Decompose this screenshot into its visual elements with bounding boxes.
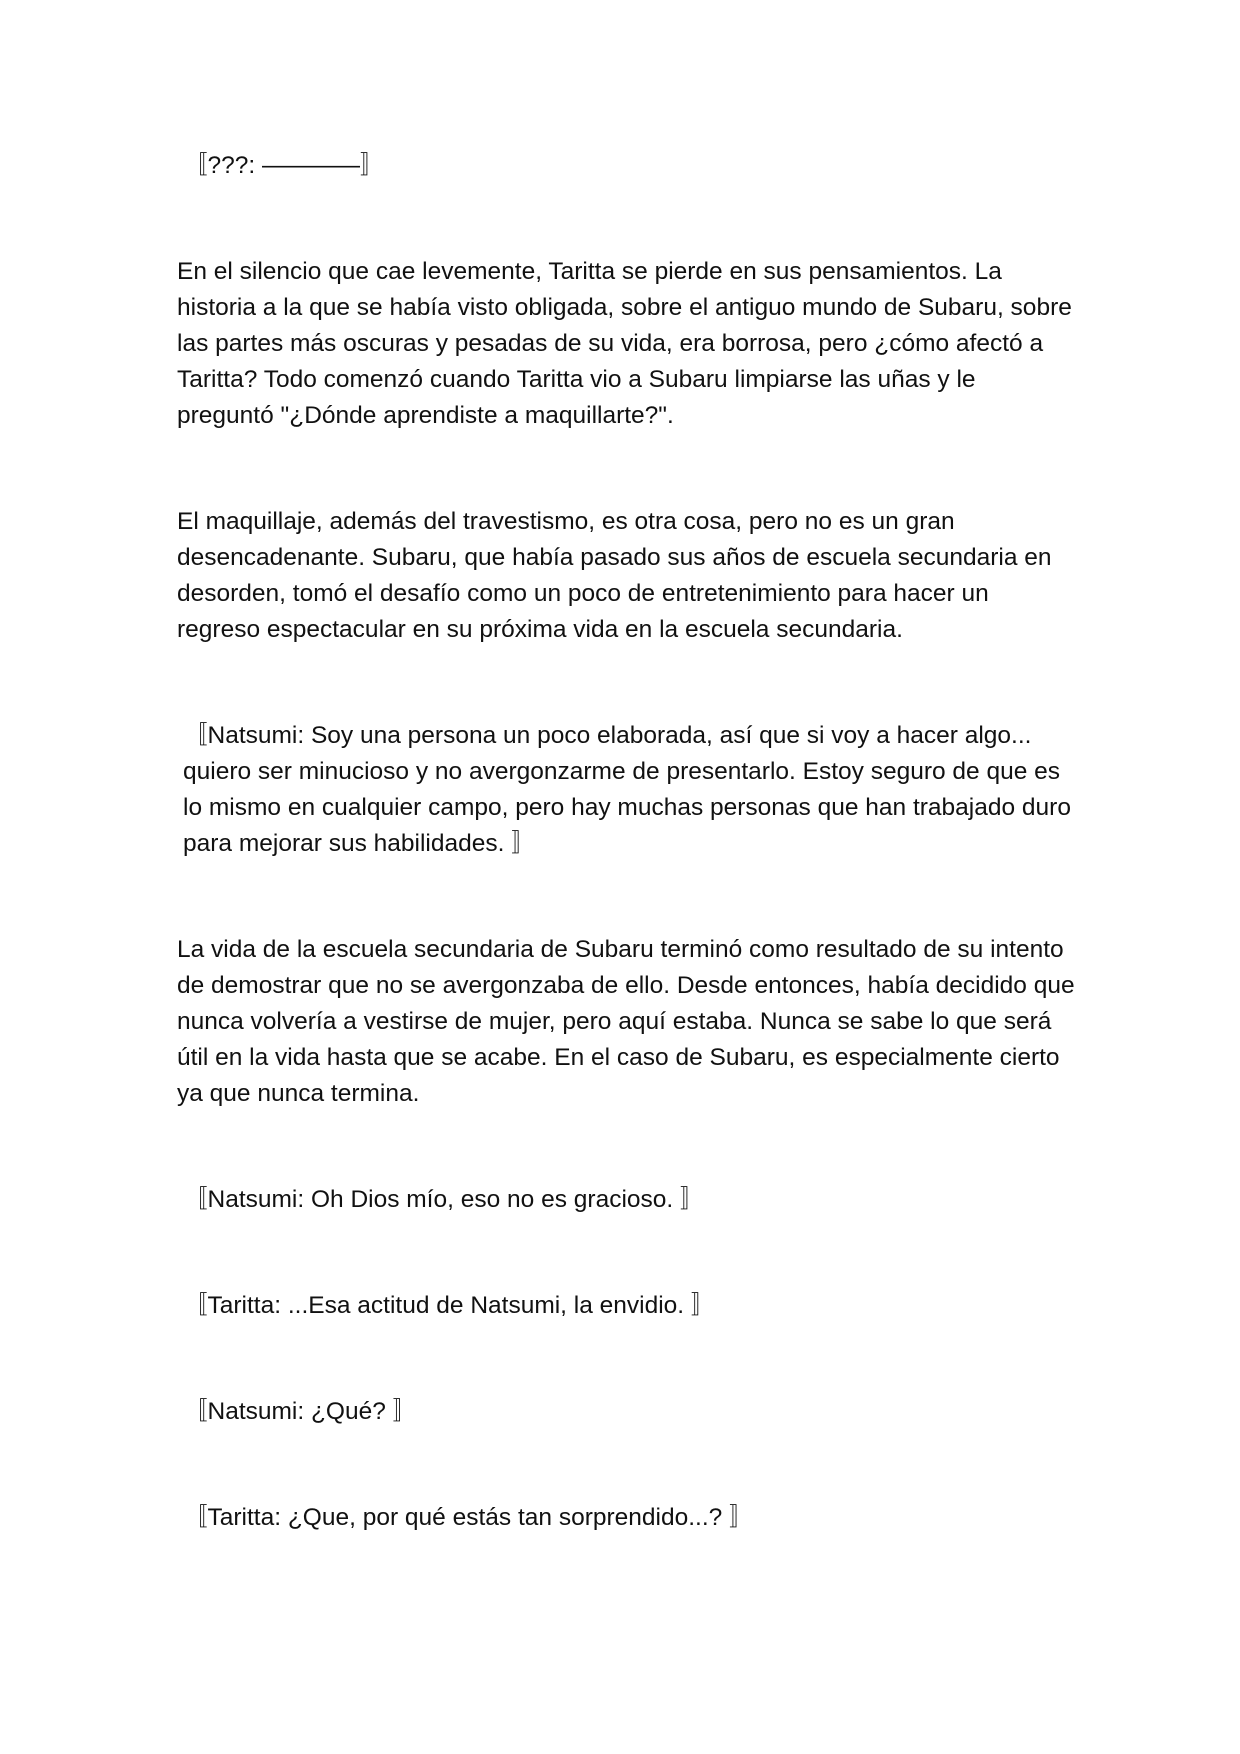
- dialogue-line-taritta-1: 〚Taritta: ...Esa actitud de Natsumi, la envidio. 〛: [183, 1292, 716, 1319]
- narration-paragraph-3: La vida de la escuela secundaria de Subaru terminó como resultado de su intento de demostrar que no se avergonzaba de ello. Desde entonces, había decidido que nunca volvería a vestirse de mujer, pero aquí estaba. Nunca se sabe lo que será útil en la vida hasta que se acabe. En el caso de Subaru, es especialmente cierto ya que nunca termina.: [177, 936, 1082, 1107]
- narration-paragraph-2: El maquillaje, además del travestismo, es otra cosa, pero no es un gran desencadenante. Subaru, que había pasado sus años de escuela secundaria en desorden, tomó el desafío como un poco de entretenimiento para hacer un regreso espectacular en su próxima vida en la escuela secundaria.: [177, 508, 1059, 643]
- dialogue-line-taritta-2: 〚Taritta: ¿Que, por qué estás tan sorprendido...? 〛: [183, 1504, 754, 1531]
- dialogue-line-natsumi-2: 〚Natsumi: Oh Dios mío, eso no es gracioso. 〛: [183, 1186, 705, 1213]
- narration-paragraph-1: En el silencio que cae levemente, Taritta se pierde en sus pensamientos. La historia a la que se había visto obligada, sobre el antiguo mundo de Subaru, sobre las partes más oscuras y pesadas de su vida, era borrosa, pero ¿cómo afectó a Taritta? Todo comenzó cuando Taritta vio a Subaru limpiarse las uñas y le preguntó "¿Dónde aprendiste a maquillarte?".: [177, 258, 1079, 429]
- dialogue-line-natsumi-1: 〚Natsumi: Soy una persona un poco elaborada, así que si voy a hacer algo... quiero ser minucioso y no avergonzarme de presentarlo. Estoy seguro de que es lo mismo en cualquier campo, pero hay muchas personas que han trabajado duro para mejorar sus habilidades. 〛: [183, 722, 1078, 857]
- document-page: [177, 148, 1082, 1536]
- dialogue-line-unknown: 〚???: ————〛: [183, 152, 385, 179]
- dialogue-line-natsumi-3: 〚Natsumi: ¿Qué? 〛: [183, 1398, 418, 1425]
